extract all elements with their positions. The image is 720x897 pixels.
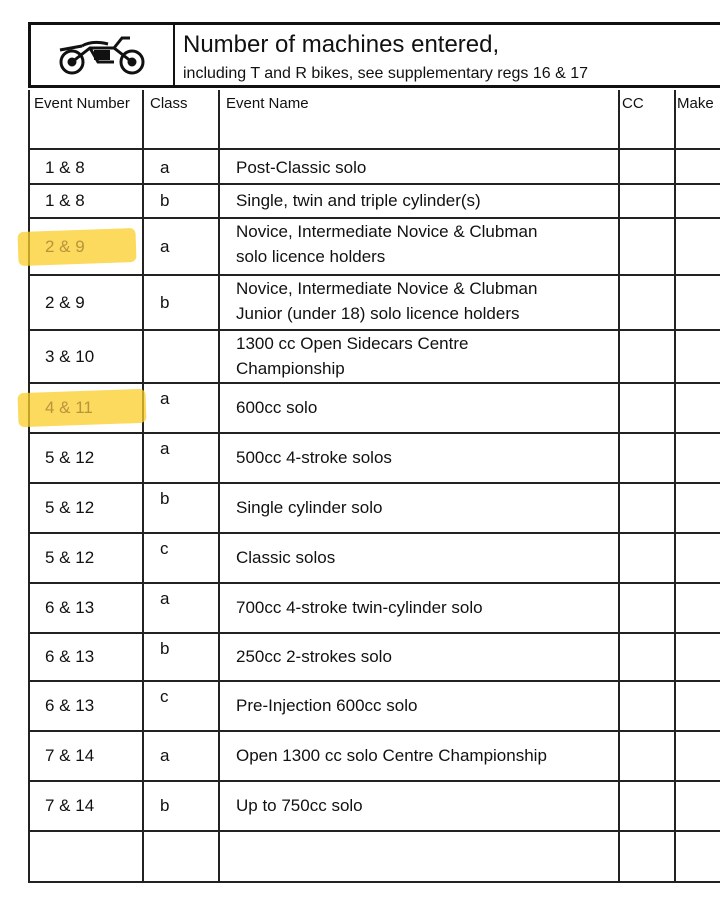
event-name-cell [236,743,547,768]
event-name-line: Open 1300 cc solo Centre Championship [236,746,547,765]
event-name-line: Post-Classic solo [236,157,367,177]
class-cell: a [160,157,170,177]
event-name-line: 700cc 4-stroke twin-cylinder solo [236,598,483,617]
event-name-cell [236,219,537,269]
row-divider [28,382,720,384]
class-cell: a [160,389,170,408]
event-number-cell: 3 & 10 [45,346,95,366]
class-cell: b [160,191,170,210]
event-name-cell [236,155,366,180]
event-number-cell: 6 & 13 [45,696,95,715]
event-name-line: 500cc 4-stroke solos [236,448,392,467]
event-name-line: 1300 cc Open Sidecars Centre [236,334,469,353]
motorcycle-icon [52,32,152,78]
row-divider [28,183,720,185]
event-number-cell: 6 & 13 [45,647,95,666]
row-divider [28,730,720,732]
form-header [28,22,720,88]
event-name-line: Single, twin and triple cylinder(s) [236,191,481,210]
event-name-cell [236,276,537,326]
event-number-cell: 7 & 14 [45,746,95,765]
class-cell: a [160,589,170,608]
table-bottom-border [28,881,720,883]
event-number-cell: 1 & 8 [45,157,85,177]
row-divider [28,148,720,150]
row-divider [28,632,720,634]
event-name-cell [236,545,335,570]
class-cell: c [160,539,169,558]
row-divider [28,582,720,584]
event-name-line: Novice, Intermediate Novice & Clubman [236,222,538,241]
header-event-number: Event Number [34,95,130,112]
event-name-cell [236,793,363,818]
event-number-cell: 5 & 12 [45,548,95,567]
event-name-line: Championship [236,359,345,378]
column-divider [28,90,30,881]
event-number-cell: 7 & 14 [45,796,95,815]
event-name-cell [236,693,417,718]
event-name-line: Pre-Injection 600cc solo [236,696,418,715]
class-cell: b [160,292,170,312]
event-number-cell: 2 & 9 [45,236,85,256]
row-divider [28,680,720,682]
event-number-cell: 2 & 9 [45,292,85,312]
class-cell: b [160,639,170,658]
row-divider [28,532,720,534]
class-cell: b [160,489,170,508]
logo-cell [31,25,175,85]
event-name-line: Classic solos [236,548,336,567]
event-name-line: 250cc 2-strokes solo [236,647,392,666]
form-title: Number of machines entered, [183,31,500,58]
row-divider [28,830,720,832]
event-name-line: solo licence holders [236,247,386,266]
event-name-cell [236,188,481,213]
event-name-cell [236,595,483,620]
row-divider [28,780,720,782]
class-cell: c [160,687,169,706]
event-number-cell: 5 & 12 [45,498,95,517]
column-divider [674,90,676,881]
event-name-line: Novice, Intermediate Novice & Clubman [236,279,538,298]
header-class: Class [150,95,188,112]
event-name-cell [236,644,392,669]
form-subtitle: including T and R bikes, see supplementary regs 16 & 17 [183,65,588,82]
header-event-name: Event Name [226,95,309,112]
header-cc: CC [622,95,644,112]
event-number-cell: 1 & 8 [45,191,85,210]
event-name-line: Up to 750cc solo [236,796,363,815]
event-name-line: Junior (under 18) solo licence holders [236,304,520,323]
class-cell: b [160,796,170,815]
column-divider [618,90,620,881]
event-number-cell: 5 & 12 [45,448,95,467]
class-cell: a [160,746,170,765]
row-divider [28,432,720,434]
event-name-cell [236,495,382,520]
event-name-cell [236,331,468,381]
header-make: Make [677,95,714,112]
event-name-cell [236,395,317,420]
event-name-line: Single cylinder solo [236,498,383,517]
column-divider [142,90,144,881]
class-cell: a [160,439,170,458]
event-name-cell [236,445,392,470]
event-number-cell: 4 & 11 [45,398,93,417]
class-cell: a [160,236,170,256]
event-number-cell: 6 & 13 [45,598,95,617]
event-name-line: 600cc solo [236,398,318,417]
row-divider [28,482,720,484]
column-divider [218,90,220,881]
